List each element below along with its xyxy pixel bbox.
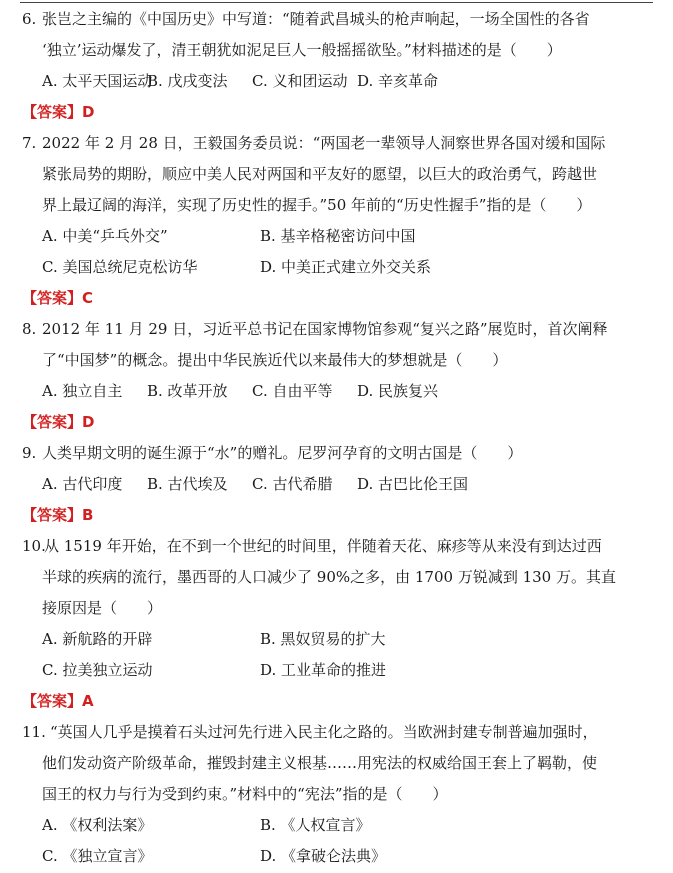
option-a: A. 太平天国运动 [42, 72, 153, 90]
answer-line [22, 500, 652, 531]
question-text: 国王的权力与行为受到约束。”材料中的“宪法”指的是（ ） [42, 785, 448, 803]
option-d: D. 古巴比伦王国 [357, 475, 469, 493]
options-row [22, 252, 652, 283]
options-row [22, 624, 652, 655]
options-row [22, 655, 652, 686]
option-d: D. 民族复兴 [357, 382, 439, 400]
question-text: 接原因是（ ） [42, 599, 163, 617]
question-stem [22, 438, 652, 469]
options-row [22, 841, 652, 872]
option-d: D. 工业革命的推进 [260, 661, 387, 679]
question-stem-continued [22, 35, 652, 66]
option-d: D. 辛亥革命 [357, 72, 439, 90]
option-a: A. 中美“乒乓外交” [42, 227, 168, 245]
question-7 [22, 128, 652, 314]
option-a: A. 独立自主 [42, 382, 123, 400]
answer-label: 【答案】 [22, 506, 83, 524]
question-stem-continued [22, 779, 652, 810]
answer-line [22, 283, 652, 314]
question-stem [22, 128, 652, 159]
options-row [22, 810, 652, 841]
question-8 [22, 314, 652, 438]
option-b: B. 戊戌变法 [147, 72, 228, 90]
option-c: C. 拉美独立运动 [42, 661, 153, 679]
answer-value: B [82, 506, 94, 524]
question-text: 人类早期文明的诞生源于“水”的赠礼。尼罗河孕育的文明古国是（ ） [42, 444, 523, 462]
question-number: 8. [22, 320, 37, 338]
option-a: A. 《权利法案》 [42, 816, 153, 834]
question-text: 了“中国梦”的概念。提出中华民族近代以来最伟大的梦想就是（ ） [42, 351, 508, 369]
question-stem-continued [22, 593, 652, 624]
answer-value: C [82, 289, 94, 307]
question-stem-continued [22, 345, 652, 376]
option-b: B. 古代埃及 [147, 475, 228, 493]
options-row [22, 66, 652, 97]
options-row [22, 221, 652, 252]
top-rule [20, 2, 653, 3]
option-b: B. 改革开放 [147, 382, 228, 400]
option-d: D. 《拿破仑法典》 [260, 847, 387, 865]
option-b: B. 黑奴贸易的扩大 [260, 630, 386, 648]
option-c: C. 古代希腊 [252, 475, 333, 493]
answer-line [22, 686, 652, 717]
question-text: 2022 年 2 月 28 日，王毅国务委员说：“两国老一辈领导人洞察世界各国对缓和国际 [42, 134, 606, 152]
question-text: 半球的疾病的流行，墨西哥的人口减少了 90%之多，由 1700 万锐减到 130 万。其直 [42, 568, 616, 586]
answer-value: A [82, 692, 94, 710]
question-text: ‘独立’运动爆发了，清王朝犹如泥足巨人一般摇摇欲坠。”材料描述的是（ ） [42, 41, 562, 59]
options-row [22, 376, 652, 407]
question-text: 张岂之主编的《中国历史》中写道：“随着武昌城头的枪声响起，一场全国性的各省 [42, 10, 590, 28]
option-a: A. 古代印度 [42, 475, 123, 493]
answer-line [22, 97, 652, 128]
question-number: 11. [22, 723, 46, 741]
option-a: A. 新航路的开辟 [42, 630, 153, 648]
question-6 [22, 4, 652, 128]
question-10 [22, 531, 652, 717]
question-11 [22, 717, 652, 872]
question-stem-continued [22, 159, 652, 190]
answer-value: D [82, 103, 95, 121]
option-b: B. 基辛格秘密访问中国 [260, 227, 416, 245]
question-text: 紧张局势的期盼，顺应中美人民对两国和平友好的愿望，以巨大的政治勇气，跨越世 [42, 165, 598, 183]
answer-label: 【答案】 [22, 413, 83, 431]
option-b: B. 《人权宣言》 [260, 816, 371, 834]
question-number: 7. [22, 134, 37, 152]
option-c: C. 义和团运动 [252, 72, 348, 90]
answer-label: 【答案】 [22, 103, 83, 121]
question-list [22, 4, 652, 872]
question-stem [22, 314, 652, 345]
question-text: 界上最辽阔的海洋，实现了历史性的握手。”50 年前的“历史性握手”指的是（ ） [42, 196, 592, 214]
question-9 [22, 438, 652, 531]
question-stem-continued [22, 562, 652, 593]
option-c: C. 美国总统尼克松访华 [42, 258, 198, 276]
question-text: 他们发动资产阶级革命，摧毁封建主义根基……用宪法的权威给国王套上了羁勒，使 [42, 754, 598, 772]
question-stem [22, 717, 652, 748]
answer-line [22, 407, 652, 438]
question-text: 2012 年 11 月 29 日，习近平总书记在国家博物馆参观“复兴之路”展览时，首次阐释 [42, 320, 608, 338]
question-stem-continued [22, 190, 652, 221]
question-text: 从 1519 年开始，在不到一个世纪的时间里，伴随着天花、麻疹等从来没有到达过西 [44, 537, 602, 555]
option-d: D. 中美正式建立外交关系 [260, 258, 432, 276]
question-number: 10. [22, 537, 46, 555]
option-c: C. 自由平等 [252, 382, 333, 400]
answer-label: 【答案】 [22, 289, 83, 307]
question-number: 9. [22, 444, 37, 462]
question-text: “英国人几乎是摸着石头过河先行进入民主化之路的。当欧洲封建专制普遍加强时， [50, 723, 598, 741]
answer-label: 【答案】 [22, 692, 83, 710]
options-row [22, 469, 652, 500]
question-stem [22, 531, 652, 562]
question-stem [22, 4, 652, 35]
answer-value: D [82, 413, 95, 431]
option-c: C. 《独立宣言》 [42, 847, 153, 865]
question-number: 6. [22, 10, 37, 28]
question-stem-continued [22, 748, 652, 779]
